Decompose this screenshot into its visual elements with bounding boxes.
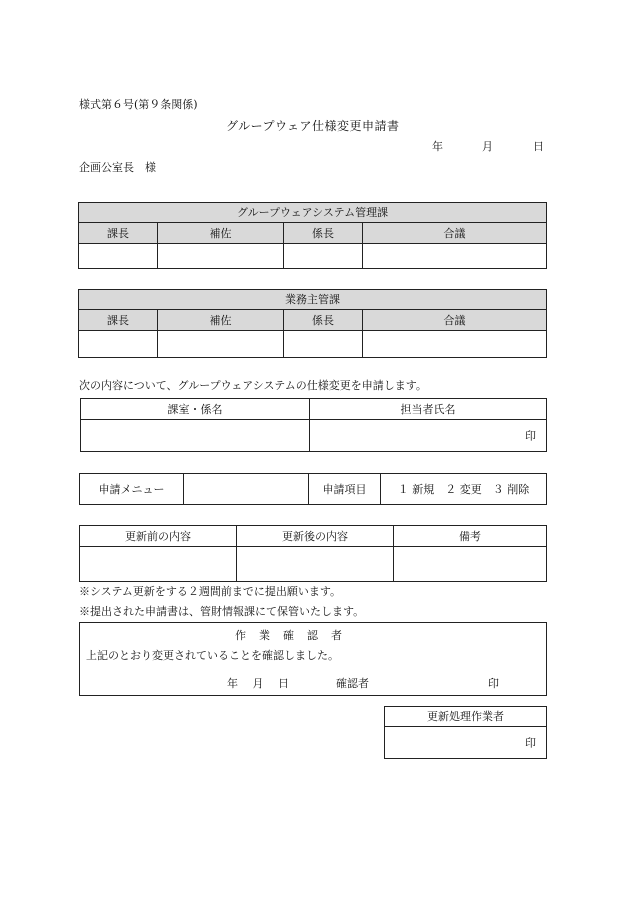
stamp-cell[interactable]: [79, 244, 158, 269]
before-content-label: 更新前の内容: [80, 526, 237, 547]
processor-seal: 印: [525, 736, 536, 749]
department-heading: グループウェアシステム管理課: [79, 203, 547, 223]
date-year: 年: [432, 140, 443, 153]
column-consultation: 合議: [363, 223, 547, 244]
column-section-chief: 課長: [79, 310, 158, 331]
verification-box: [79, 622, 547, 696]
person-name-label: 担当者氏名: [310, 399, 547, 420]
person-name-field[interactable]: [310, 420, 547, 452]
column-consultation: 合議: [363, 310, 547, 331]
addressee: 企画公室長 様: [79, 161, 156, 174]
department-heading: 業務主管課: [79, 290, 547, 310]
verification-date: 年 月 日: [227, 677, 289, 690]
form-title: グループウェア仕様変更申請書: [226, 119, 400, 133]
column-subsection-chief: 係長: [284, 223, 363, 244]
processor-field[interactable]: [385, 727, 547, 759]
column-assistant: 補佐: [158, 310, 284, 331]
request-table: [79, 473, 547, 505]
stamp-cell[interactable]: [363, 331, 547, 358]
applicant-table: [80, 398, 547, 452]
verification-statement: 上記のとおり変更されていることを確認しました。: [86, 649, 339, 662]
stamp-cell[interactable]: [284, 244, 363, 269]
seal-mark: 印: [525, 429, 536, 442]
form-number: 様式第６号(第９条関係): [79, 98, 198, 111]
after-content-label: 更新後の内容: [237, 526, 394, 547]
note-storage: ※提出された申請書は、管財情報課にて保管いたします。: [79, 605, 365, 618]
before-content-field[interactable]: [80, 547, 237, 582]
stamp-cell[interactable]: [158, 244, 284, 269]
confirmer-seal: 印: [488, 677, 499, 690]
column-assistant: 補佐: [158, 223, 284, 244]
request-item-label: 申請項目: [309, 474, 381, 505]
note-deadline: ※システム更新をする２週間前までに提出願います。: [79, 585, 342, 598]
request-menu-field[interactable]: [184, 474, 309, 505]
approval-table-operations: [78, 289, 547, 358]
processor-label: 更新処理作業者: [385, 707, 547, 727]
stamp-cell[interactable]: [363, 244, 547, 269]
stamp-cell[interactable]: [79, 331, 158, 358]
section-name-label: 課室・係名: [81, 399, 310, 420]
processor-table: [384, 706, 547, 759]
section-name-field[interactable]: [81, 420, 310, 452]
verification-title: 作 業 確 認 者: [235, 629, 343, 642]
remarks-label: 備考: [394, 526, 547, 547]
request-item-options[interactable]: １ 新規 ２ 変更 ３ 削除: [381, 474, 547, 505]
date-day: 日: [533, 140, 544, 153]
request-menu-label: 申請メニュー: [80, 474, 184, 505]
column-section-chief: 課長: [79, 223, 158, 244]
remarks-field[interactable]: [394, 547, 547, 582]
column-subsection-chief: 係長: [284, 310, 363, 331]
approval-table-groupware: [78, 202, 547, 269]
stamp-cell[interactable]: [158, 331, 284, 358]
date-month: 月: [482, 140, 493, 153]
content-table: [79, 525, 547, 582]
stamp-cell[interactable]: [284, 331, 363, 358]
confirmer-label: 確認者: [336, 677, 369, 690]
intro-text: 次の内容について、グループウェアシステムの仕様変更を申請します。: [79, 379, 427, 392]
after-content-field[interactable]: [237, 547, 394, 582]
